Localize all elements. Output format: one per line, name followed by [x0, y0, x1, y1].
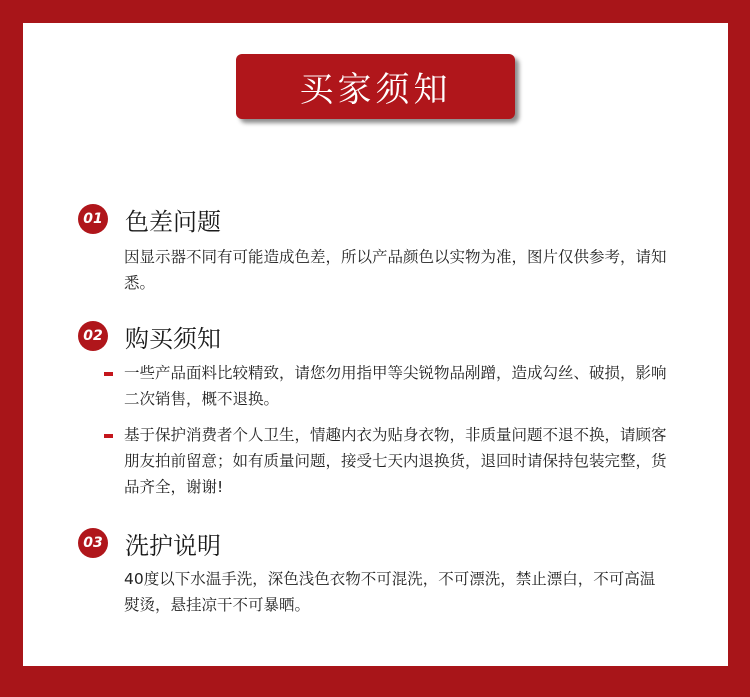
section-header-care-instructions	[78, 528, 221, 558]
section-paragraph: 因显示器不同有可能造成色差，所以产品颜色以实物为准，图片仅供参考，请知悉。	[124, 248, 667, 292]
bullet-text: 基于保护消费者个人卫生，情趣内衣为贴身衣物，非质量问题不退不换，请顾客朋友拍前留意；如有质量问题，接受七天内退换货，退回时请保持包装完整，货品齐全，谢谢!	[124, 426, 667, 496]
section-number-badge: 03	[78, 528, 108, 558]
section-number-badge: 01	[78, 204, 108, 234]
page-title: 买家须知	[299, 70, 452, 110]
section-title: 购买须知	[125, 324, 221, 353]
section-title: 洗护说明	[125, 531, 221, 560]
section-header-color-difference	[78, 204, 221, 234]
section-title: 色差问题	[125, 207, 221, 236]
title-banner	[236, 54, 515, 119]
section-paragraph: 40度以下水温手洗，深色浅色衣物不可混洗，不可漂洗，禁止漂白，不可高温熨烫，悬挂凉干不可暴晒。	[124, 570, 656, 614]
bullet-dash	[104, 434, 113, 438]
section-number-badge: 02	[78, 321, 108, 351]
bullet-text: 一些产品面料比较精致，请您勿用指甲等尖锐物品剐蹭，造成勾丝、破损，影响二次销售，概不退换。	[124, 364, 667, 408]
bullet-dash	[104, 372, 113, 376]
section-header-purchase-notice	[78, 321, 221, 351]
